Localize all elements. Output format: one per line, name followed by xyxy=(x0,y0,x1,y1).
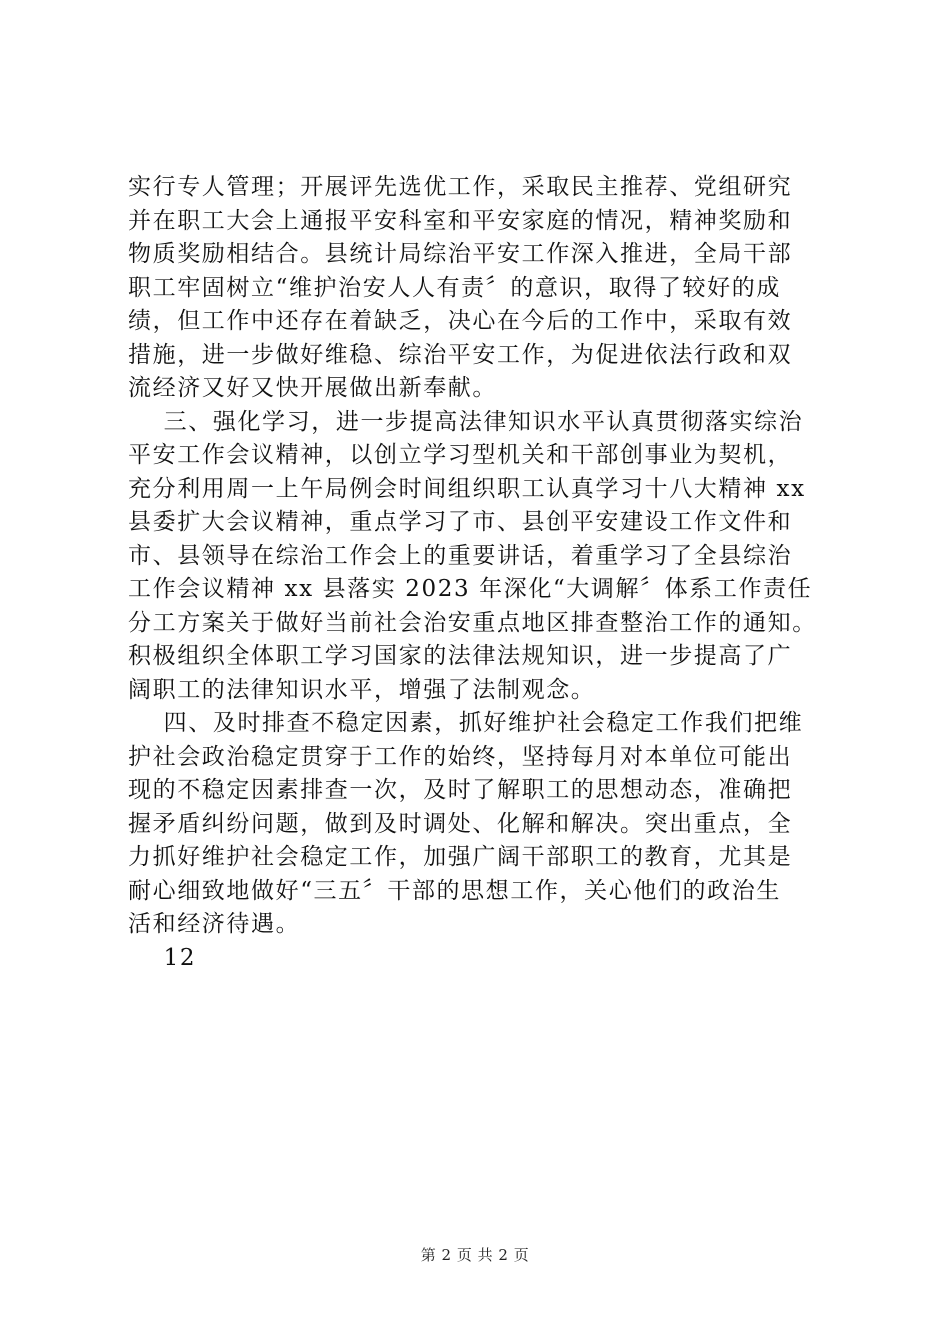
text-line: 并在职工大会上通报平安科室和平安家庭的情况，精神奖励和 xyxy=(128,207,793,234)
text-line: 流经济又好又快开展做出新奉献。 xyxy=(128,375,497,401)
text-line: 12 xyxy=(128,944,197,971)
text-line: 四、及时排查不稳定因素，抓好维护社会稳定工作我们把维 xyxy=(128,710,804,736)
text-line: 县委扩大会议精神，重点学习了市、县创平安建设工作文件和 xyxy=(128,509,793,535)
text-line: 耐心细致地做好“三五〞干部的思想工作，关心他们的政治生 xyxy=(128,877,781,904)
text-line: 积极组织全体职工学习国家的法律法规知识，进一步提高了广 xyxy=(128,643,793,669)
page-footer: 第 2 页 共 2 页 xyxy=(420,1246,530,1264)
text-line: 充分利用周一上午局例会时间组织职工认真学习十八大精神 xx xyxy=(128,475,806,502)
text-line: 市、县领导在综治工作会上的重要讲话，着重学习了全县综治 xyxy=(128,542,793,569)
text-line: 职工牢固树立“维护治安人人有责〞的意识，取得了较好的成 xyxy=(128,274,781,301)
document-body xyxy=(128,171,844,975)
text-line: 力抓好维护社会稳定工作，加强广阔干部职工的教育，尤其是 xyxy=(128,844,793,870)
text-line: 现的不稳定因素排查一次，及时了解职工的思想动态，准确把 xyxy=(128,777,793,803)
text-line: 握矛盾纠纷问题，做到及时调处、化解和解决。突出重点，全 xyxy=(128,810,793,837)
text-line: 实行专人管理；开展评先选优工作，采取民主推荐、党组研究 xyxy=(128,174,793,200)
text-line: 工作会议精神 xx 县落实 2023 年深化“大调解〞体系工作责任 xyxy=(128,576,813,602)
text-line: 活和经济待遇。 xyxy=(128,911,301,937)
text-line: 三、强化学习，进一步提高法律知识水平认真贯彻落实综治 xyxy=(128,408,804,435)
text-line: 护社会政治稳定贯穿于工作的始终，坚持每月对本单位可能出 xyxy=(128,743,793,770)
text-line: 物质奖励相结合。县统计局综治平安工作深入推进，全局干部 xyxy=(128,241,793,267)
text-line: 阔职工的法律知识水平，增强了法制观念。 xyxy=(128,676,596,703)
text-line: 平安工作会议精神，以创立学习型机关和干部创事业为契机， xyxy=(128,442,793,468)
text-line: 分工方案关于做好当前社会治安重点地区排查整治工作的通知。 xyxy=(128,609,817,636)
text-line: 措施，进一步做好维稳、综治平安工作，为促进依法行政和双 xyxy=(128,341,793,368)
text-line: 绩，但工作中还存在着缺乏，决心在今后的工作中，采取有效 xyxy=(128,308,793,334)
